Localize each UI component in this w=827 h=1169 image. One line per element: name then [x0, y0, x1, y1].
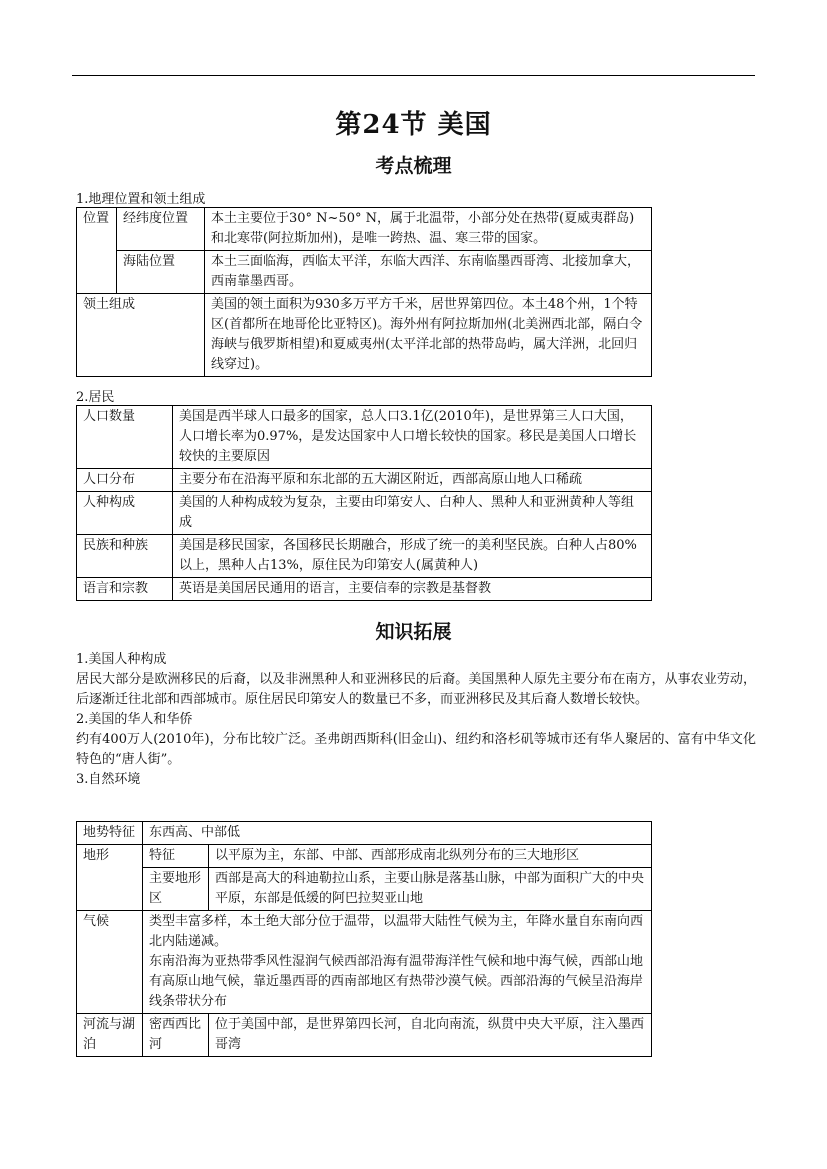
row-label: 人口数量 [77, 406, 173, 469]
row-label: 人口分布 [77, 469, 173, 492]
nature-table [76, 821, 652, 1057]
territory-text: 美国的领土面积为930多万平方千米，居世界第四位。本土48个州，1个特区(首都所在地哥伦比亚特区)。海外州有阿拉斯加州(北美洲西北部，隔白令海峡与俄罗斯相望)和夏威夷州(太平洋北部的热带岛屿，属大洋洲，北回归线穿过)。 [205, 294, 652, 377]
item3-label: 3.自然环境 [76, 772, 141, 787]
climate-cell [143, 911, 652, 1014]
row-text: 主要分布在沿海平原和东北部的五大湖区附近，西部高原山地人口稀疏 [173, 469, 652, 492]
residents-label: 2.居民 [76, 390, 115, 405]
row-text: 美国的人种构成较为复杂，主要由印第安人、白种人、黑种人和亚洲黄种人等组成 [173, 492, 652, 535]
sealand-label: 海陆位置 [117, 251, 205, 294]
table-row [77, 406, 652, 469]
section-heading-zhishi: 知识拓展 [375, 621, 452, 643]
feature-text: 以平原为主，东部、中部、西部形成南北纵列分布的三大地形区 [209, 845, 652, 868]
climate-text-2: 东南沿海为亚热带季风性湿润气候西部沿海有温带海洋性气候和地中海气候，西部山地有高原山地气候，靠近墨西哥的西南部地区有热带沙漠气候。西部沿海的气候呈沿海岸线条带状分布 [149, 954, 644, 1009]
row-label: 语言和宗教 [77, 578, 173, 601]
landform-label: 地形 [77, 845, 143, 911]
page-title: 第24节 美国 [335, 110, 492, 140]
position-cell: 位置 [77, 208, 117, 294]
main-landform-text: 西部是高大的科迪勒拉山系，主要山脉是落基山脉，中部为面积广大的中央平原，东部是低缓的阿巴拉契亚山地 [209, 868, 652, 911]
latlon-label: 经纬度位置 [117, 208, 205, 251]
item2-label: 2.美国的华人和华侨 [76, 712, 193, 727]
knowledge-block [76, 650, 756, 790]
territory-label: 领土组成 [77, 294, 205, 377]
table-row [77, 578, 652, 601]
header-rule [72, 75, 755, 76]
row-text: 美国是移民国家，各国移民长期融合，形成了统一的美利坚民族。白种人占80%以上，黑种人占13%，原住民为印第安人(属黄种人) [173, 535, 652, 578]
sealand-text: 本土三面临海，西临太平洋，东临大西洋、东南临墨西哥湾、北接加拿大，西南靠墨西哥。 [205, 251, 652, 294]
row-text: 美国是西半球人口最多的国家，总人口3.1亿(2010年)，是世界第三人口大国，人口增长率为0.97%，是发达国家中人口增长较快的国家。移民是美国人口增长较快的主要原因 [173, 406, 652, 469]
geo-table [76, 207, 652, 377]
geo-label: 1.地理位置和领土组成 [76, 192, 206, 207]
item2-text: 约有400万人(2010年)，分布比较广泛。圣弗朗西斯科(旧金山)、纽约和洛杉矶等城市还有华人聚居的、富有中华文化特色的“唐人街”。 [76, 732, 756, 767]
item1-label: 1.美国人种构成 [76, 652, 167, 667]
table-row [77, 535, 652, 578]
climate-label: 气候 [77, 911, 143, 1014]
main-landform-label: 主要地形区 [143, 868, 209, 911]
terrain-label: 地势特征 [77, 822, 143, 845]
row-label: 人种构成 [77, 492, 173, 535]
mississippi-text: 位于美国中部，是世界第四长河，自北向南流，纵贯中央大平原，注入墨西哥湾 [209, 1014, 652, 1057]
terrain-text: 东西高、中部低 [143, 822, 652, 845]
mississippi-label: 密西西比河 [143, 1014, 209, 1057]
feature-label: 特征 [143, 845, 209, 868]
section-heading-kaodian: 考点梳理 [375, 155, 452, 177]
climate-text-1: 类型丰富多样，本土绝大部分位于温带，以温带大陆性气候为主，年降水量自东南向西北内陆递减。 [149, 914, 644, 949]
latlon-text: 本土主要位于30° N~50° N，属于北温带，小部分处在热带(夏威夷群岛)和北寒带(阿拉斯加州)，是唯一跨热、温、寒三带的国家。 [205, 208, 652, 251]
residents-table [76, 405, 652, 601]
row-text: 英语是美国居民通用的语言，主要信奉的宗教是基督教 [173, 578, 652, 601]
table-row [77, 469, 652, 492]
table-row [77, 492, 652, 535]
row-label: 民族和种族 [77, 535, 173, 578]
river-label: 河流与湖泊 [77, 1014, 143, 1057]
item1-text: 居民大部分是欧洲移民的后裔，以及非洲黑种人和亚洲移民的后裔。美国黑种人原先主要分布在南方，从事农业劳动，后逐渐迁往北部和西部城市。原住居民印第安人的数量已不多，而亚洲移民及其后裔人数增长较快。 [76, 672, 756, 707]
